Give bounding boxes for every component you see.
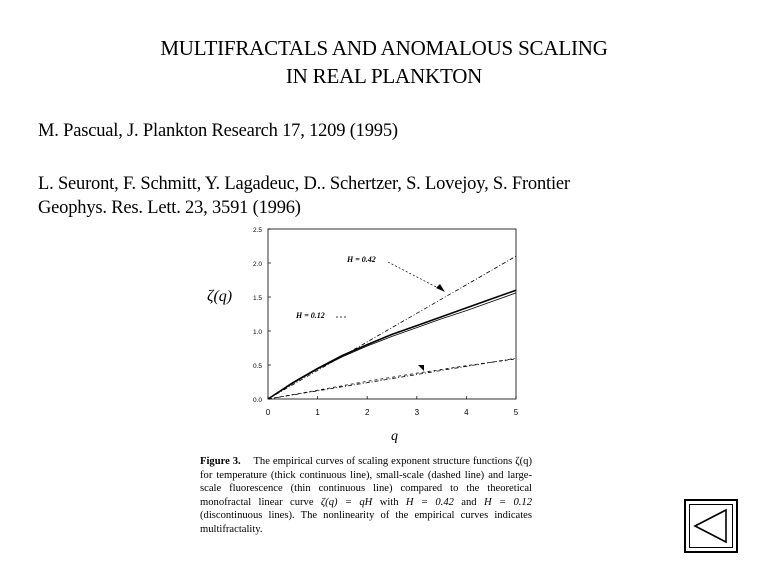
caption-text-part2: (discontinuous lines). The nonlinearity of the empirical curves indicates multifractality. [200, 510, 532, 535]
annotation-h-012: H = 0.12 [296, 311, 325, 320]
caption-h2: H = 0.12 [483, 496, 532, 508]
reference-seuront-authors: L. Seuront, F. Schmitt, Y. Lagadeuc, D.. Schertzer, S. Lovejoy, S. Frontier [38, 174, 570, 194]
chart-annotations [295, 255, 445, 371]
series-line-theoretical-4 [268, 358, 516, 399]
annotation-h-042: H = 0.42 [347, 255, 376, 264]
chart-ticks [253, 227, 519, 417]
caption-h1: H = 0.42 [405, 496, 454, 508]
y-tick-label: 2.5 [252, 227, 262, 234]
caption-figure-label: Figure 3. [200, 456, 241, 467]
x-tick-label: 1 [315, 408, 320, 417]
series-line-theoretical-3 [268, 256, 516, 399]
y-tick-label: 2.0 [252, 261, 262, 268]
y-tick-label: 0.0 [252, 397, 262, 404]
reference-seuront-journal: Geophys. Res. Lett. 23, 3591 (1996) [38, 198, 301, 218]
y-axis-label: ζ(q) [207, 288, 233, 305]
y-tick-label: 1.0 [252, 329, 262, 336]
caption-text-part1: The empirical curves of scaling exponent structure functions ζ(q) for temperature (thick continuous line), small-scale (dashed line) and large-scale fluorescence (thin continuous line) compared to the theoretical monofractal linear curve [200, 456, 532, 508]
caption-formula: ζ(q) = qH [320, 496, 373, 508]
title-line-1: MULTIFRACTALS AND ANOMALOUS SCALING [160, 36, 608, 60]
x-tick-label: 2 [364, 408, 370, 417]
y-tick-label: 0.5 [252, 363, 262, 370]
x-axis-label: q [391, 429, 398, 444]
figure-caption [200, 455, 532, 537]
chart-series [268, 256, 516, 399]
series-line-thin-continuous-0 [268, 293, 516, 399]
caption-with: with [379, 496, 399, 508]
annotation-leader-h042 [388, 262, 442, 290]
x-tick-label: 0 [265, 408, 271, 417]
title-line-2: IN REAL PLANKTON [285, 64, 483, 88]
x-tick-label: 5 [513, 408, 519, 417]
x-tick-label: 3 [414, 408, 420, 417]
reference-pascual: M. Pascual, J. Plankton Research 17, 1209 (1995) [38, 121, 398, 141]
back-triangle-icon [686, 501, 736, 551]
annotation-arrow-h042 [436, 284, 445, 292]
back-button[interactable] [684, 499, 738, 553]
annotation-arrow-h012 [418, 365, 424, 371]
y-tick-label: 1.5 [252, 295, 262, 302]
caption-and: and [461, 496, 477, 508]
x-tick-label: 4 [464, 408, 469, 417]
